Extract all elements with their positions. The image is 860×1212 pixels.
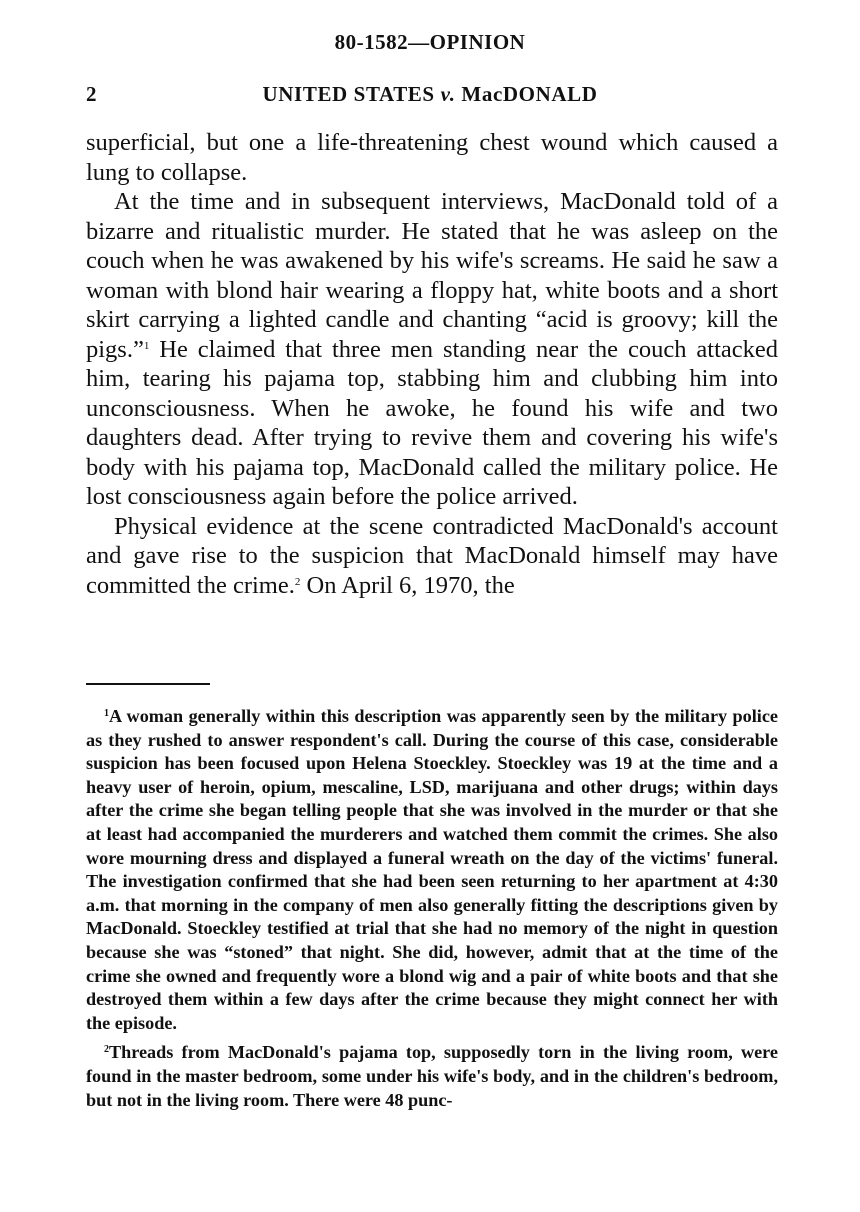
footnote-2 [86,1041,778,1112]
paragraph-2-text-continued: He claimed that three men standing near the couch attacked him, tearing his pajama top, stabbing him and clubbing him into unconsciousness. When he awoke, he found his wife and two daughters dead. After trying to revive them and covering his wife's body with his pajama top, MacDonald called the military police. He lost consciousness again before the police arrived. [86,335,778,510]
caption-party-left: UNITED STATES [262,82,435,106]
footnote-1 [86,705,778,1035]
body-paragraph-1: superficial, but one a life-threatening chest wound which caused a lung to collapse. [86,129,778,186]
footnote-ref-1: 1 [143,339,150,352]
footnote-ref-2: 2 [294,575,301,588]
caption-versus: v. [440,82,456,106]
case-caption [0,82,860,107]
footnote-2-mark: 2 [104,1044,109,1056]
body-paragraph-3 [86,512,778,601]
footnote-divider [86,683,210,685]
footnotes [86,705,778,1118]
page-number: 2 [86,82,97,106]
paragraph-3-text-continued: On April 6, 1970, the [300,571,515,599]
paragraph-2-text: At the time and in subsequent interviews, MacDonald told of a bizarre and ritualistic murder. He stated that he was asleep on the couch when he was awakened by his wife's screams. He said he saw a woman with blond hair wearing a floppy hat, white boots and a short skirt carrying a lighted candle and chanting “acid is groovy; kill the pigs.” [86,188,778,363]
docket-number: 80-1582—OPINION [334,30,526,54]
caption-party-right: MacDONALD [461,82,598,106]
footnote-1-mark: 1 [104,708,109,719]
footnote-1-text: A woman generally within this description was apparently seen by the military police as they rushed to answer respondent's call. During the course of this case, considerable suspicion has been focused upon Helena Stoeckley. Stoeckley was 19 at the time and a heavy user of heroin, opium, mescaline, LSD, marijuana and other drugs; within days after the crime she began telling people that she was involved in the murder or that she at least had accompanied the murderers and watched them commit the crimes. She also wore mourning dress and displayed a funeral wreath on the day of the victims' funeral. The investigation confirmed that she had been seen returning to her apartment at 4:30 a.m. that morning in the company of men also generally fitting the descriptions given by MacDonald. Stoeckley testified at trial that she had no memory of the night in question because she was “stoned” that night. She did, however, admit that at the time of the crime she owned and frequently wore a blond wig and a pair of white boots and that she destroyed them within a few days after the crime because they might connect her with the episode. [86,706,778,1033]
paragraph-3-text: Physical evidence at the scene contradicted MacDonald's account and gave rise to the suspicion that MacDonald himself may have committed the crime. [86,512,778,599]
body-paragraph-2 [86,187,778,512]
opinion-body [86,128,778,600]
footnote-2-text: Threads from MacDonald's pajama top, supposedly torn in the living room, were found in the master bedroom, some under his wife's body, and in the children's bedroom, but not in the living room. There were 48 punc- [86,1042,778,1110]
